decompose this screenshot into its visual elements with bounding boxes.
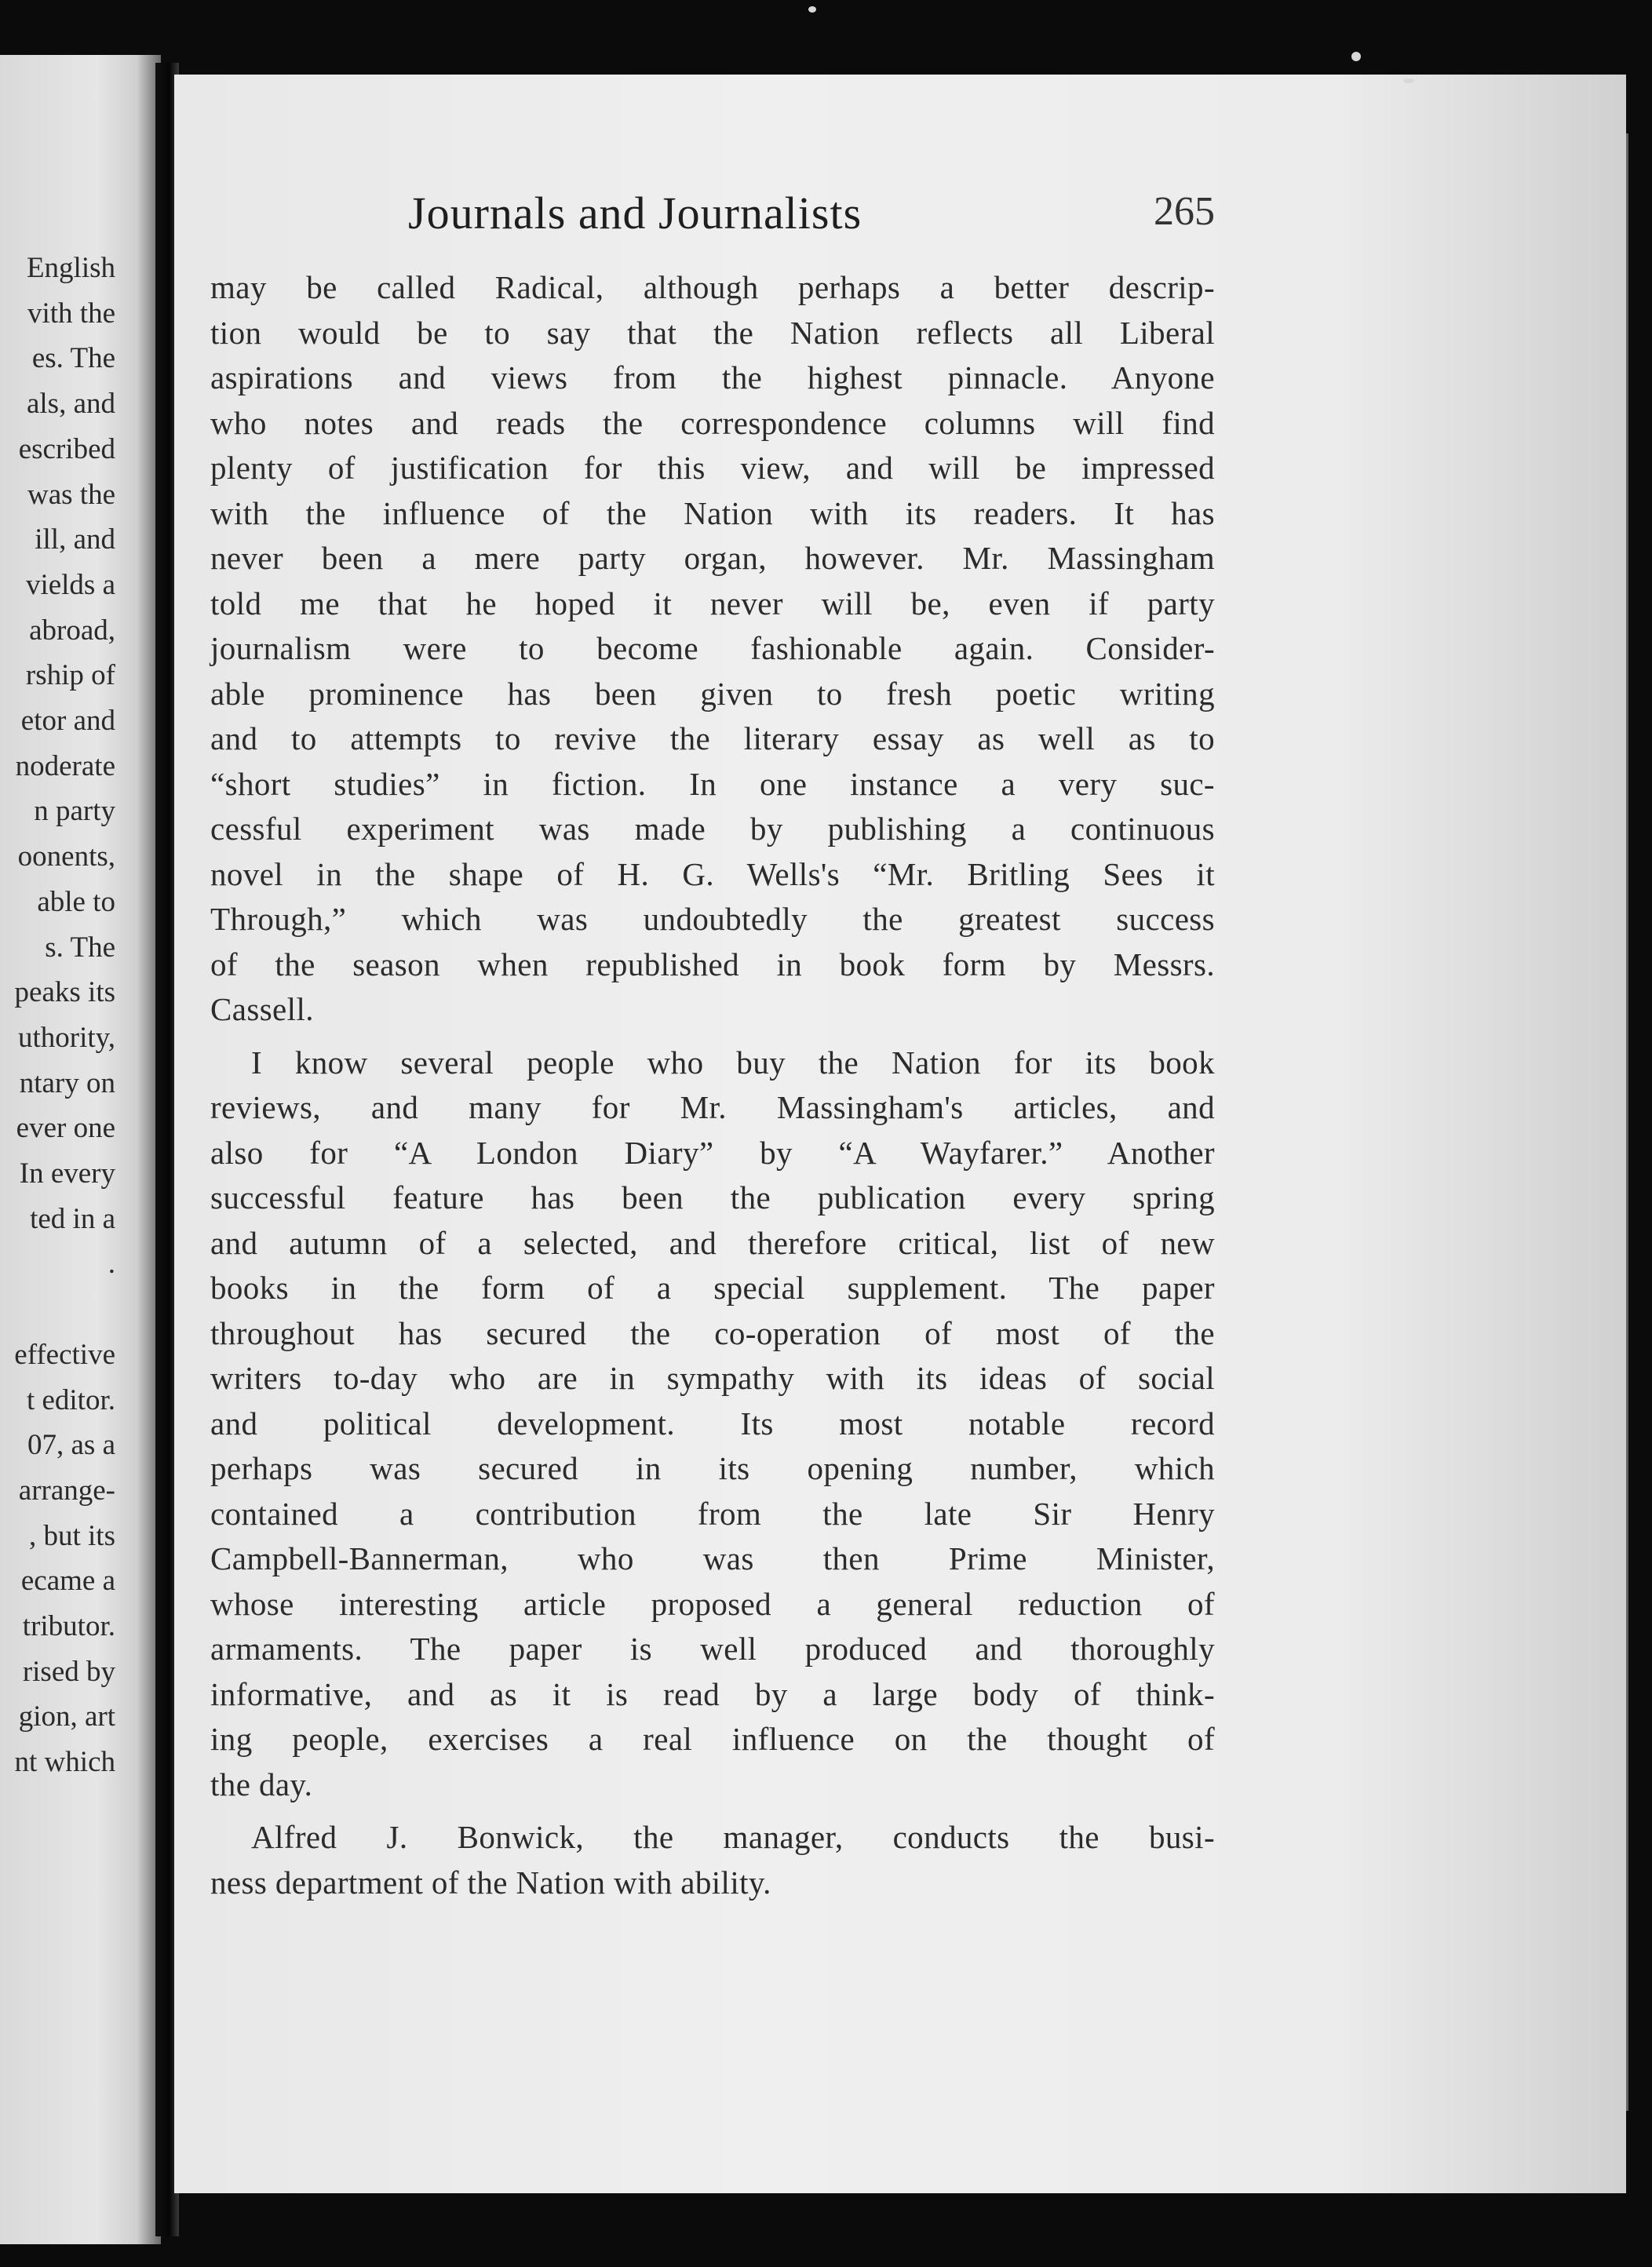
left-page-line: rised by: [22, 1655, 115, 1688]
text-line: whose interesting article proposed a general reduction of: [210, 1585, 1215, 1622]
left-page-line: arrange-: [18, 1474, 115, 1507]
left-page-line: ntary on: [19, 1066, 115, 1099]
left-page-line: nt which: [14, 1746, 115, 1779]
text-line: Alfred J. Bonwick, the manager, conducts the busi-: [251, 1819, 1215, 1855]
text-line: told me that he hoped it never will be, even if party: [210, 585, 1215, 621]
text-line: Campbell-Bannerman, who was then Prime Minister,: [210, 1540, 1215, 1576]
text-line: writers to-day who are in sympathy with its ideas of social: [210, 1360, 1215, 1396]
text-line: informative, and as it is read by a large body of think-: [210, 1675, 1215, 1712]
left-page-line: was the: [27, 478, 115, 511]
text-line: may be called Radical, although perhaps a better descrip-: [210, 269, 1215, 305]
left-page-line: als, and: [26, 388, 115, 421]
left-page-line: rship of: [25, 659, 115, 692]
left-page-line: oonents,: [17, 840, 115, 873]
text-line: armaments. The paper is well produced and thoroughly: [210, 1631, 1215, 1667]
text-line: contained a contribution from the late Sir Henry: [210, 1495, 1215, 1532]
left-page-line: .: [108, 1248, 115, 1281]
left-page-line: escribed: [18, 432, 115, 465]
text-line: throughout has secured the co-operation of most of the: [210, 1314, 1215, 1351]
text-line: perhaps was secured in its opening number, which: [210, 1450, 1215, 1486]
left-facing-page: [0, 55, 161, 2244]
left-page-line: ever one: [16, 1112, 115, 1145]
dust-speck: [1351, 52, 1361, 61]
text-line: successful feature has been the publication every spring: [210, 1179, 1215, 1216]
left-page-line: tributor.: [22, 1610, 115, 1642]
dust-speck: [808, 6, 816, 13]
left-page-line: s. The: [45, 931, 115, 964]
left-page-line: ted in a: [30, 1202, 115, 1235]
text-line: I know several people who buy the Nation for its book: [251, 1044, 1215, 1081]
left-page-line: ecame a: [20, 1565, 115, 1598]
text-line: the day.: [210, 1766, 313, 1802]
left-page-line: vields a: [25, 568, 115, 601]
page-number: 265: [1154, 189, 1215, 234]
text-line: with the influence of the Nation with its readers. It has: [210, 494, 1215, 531]
left-page-line: ill, and: [35, 523, 115, 556]
left-page-line: n party: [34, 795, 115, 828]
left-page-line: vith the: [27, 297, 115, 330]
text-line: who notes and reads the correspondence columns will find: [210, 404, 1215, 441]
left-page-line: , but its: [29, 1519, 115, 1552]
dust-speck: [1403, 78, 1414, 83]
paragraph-gap: [210, 1807, 1215, 1815]
left-page-line: In every: [19, 1157, 115, 1190]
left-page-line: es. The: [31, 342, 115, 375]
text-line: and autumn of a selected, and therefore critical, list of new: [210, 1224, 1215, 1261]
left-page-line: uthority,: [17, 1021, 115, 1054]
body-text: [210, 265, 1215, 1905]
text-line: also for “A London Diary” by “A Wayfarer.” Another: [210, 1134, 1215, 1171]
text-line: and to attempts to revive the literary essay as well as to: [210, 720, 1215, 756]
text-line: of the season when republished in book form by Messrs.: [210, 946, 1215, 982]
left-page-line: peaks its: [14, 976, 115, 1009]
text-line: never been a mere party organ, however. Mr. Massingham: [210, 540, 1215, 576]
text-line: able prominence has been given to fresh poetic writing: [210, 675, 1215, 712]
left-page-line: gion, art: [18, 1700, 115, 1733]
text-line: reviews, and many for Mr. Massingham's articles, and: [210, 1089, 1215, 1125]
left-page-line: abroad,: [29, 614, 115, 647]
text-line: plenty of justification for this view, and will be impressed: [210, 450, 1215, 486]
paragraph-gap: [210, 1033, 1215, 1041]
left-page-line: English: [26, 252, 115, 284]
left-page-line: effective: [14, 1338, 115, 1371]
text-line: journalism were to become fashionable again. Consider-: [210, 630, 1215, 666]
text-line: and political development. Its most notable record: [210, 1405, 1215, 1441]
left-page-line: t editor.: [26, 1383, 115, 1416]
text-line: novel in the shape of H. G. Wells's “Mr. Britling Sees it: [210, 855, 1215, 892]
running-head: Journals and Journalists: [408, 188, 862, 239]
text-line: cessful experiment was made by publishing a continuous: [210, 811, 1215, 847]
left-page-line: able to: [37, 885, 115, 918]
text-line: Through,” which was undoubtedly the greatest success: [210, 901, 1215, 937]
text-line: aspirations and views from the highest pinnacle. Anyone: [210, 359, 1215, 395]
text-line: ing people, exercises a real influence on the thought of: [210, 1721, 1215, 1757]
left-page-line: 07, as a: [27, 1429, 115, 1462]
text-line: ness department of the Nation with ability.: [210, 1864, 771, 1901]
text-line: tion would be to say that the Nation reflects all Liberal: [210, 314, 1215, 351]
text-line: “short studies” in fiction. In one instance a very suc-: [210, 765, 1215, 802]
left-page-line: noderate: [15, 749, 115, 782]
text-line: books in the form of a special supplement. The paper: [210, 1270, 1215, 1306]
text-line: Cassell.: [210, 991, 314, 1027]
left-page-line: etor and: [20, 705, 115, 737]
